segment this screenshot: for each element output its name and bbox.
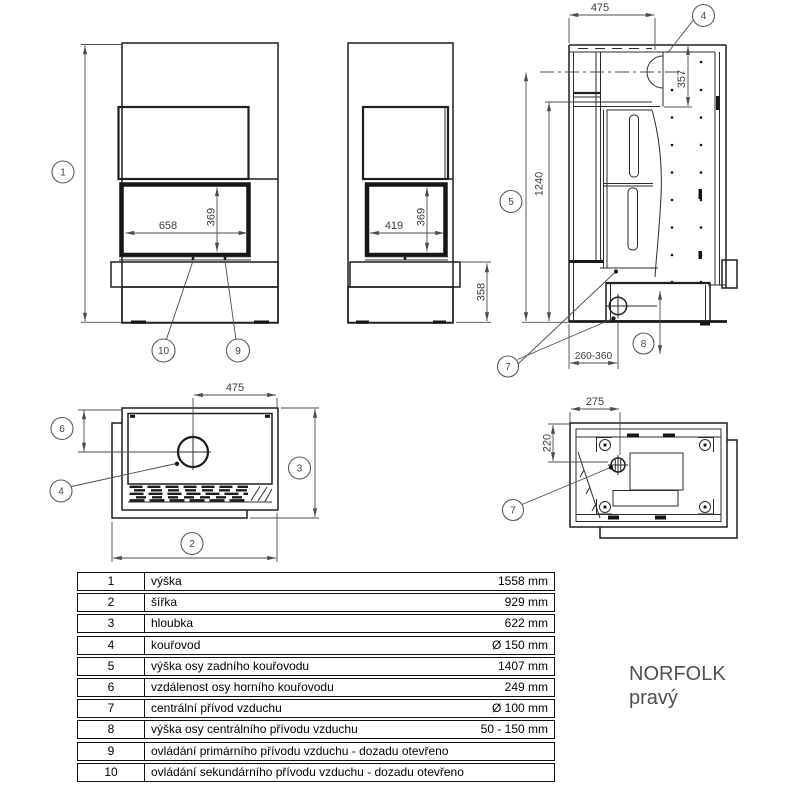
spec-value: 1407 mm xyxy=(497,658,548,673)
product-name: NORFOLK xyxy=(629,663,726,685)
spec-number: 5 xyxy=(78,658,145,675)
dim-section-depth-to-flue xyxy=(569,2,655,50)
dim-front-opening-height xyxy=(206,188,218,252)
callout-4-label: 4 xyxy=(700,11,707,22)
door-slot-upper xyxy=(630,115,639,177)
dim-label-1240: 1240 xyxy=(533,171,546,197)
dim-flue-top-offset xyxy=(664,46,692,107)
dim-label-357: 357 xyxy=(676,69,688,89)
side-view xyxy=(348,43,460,324)
table-row xyxy=(77,614,555,633)
front-view xyxy=(111,43,278,324)
spec-table xyxy=(77,572,555,784)
door-slot-lower xyxy=(628,188,638,250)
dim-label-260-360: 260-360 xyxy=(574,351,613,362)
spec-number: 7 xyxy=(78,700,145,717)
plinth-side xyxy=(350,262,460,287)
primary-air-control xyxy=(224,257,227,260)
dim-label-419: 419 xyxy=(384,220,404,232)
firebox-glass-side xyxy=(367,185,446,256)
spec-value: 1558 mm xyxy=(497,574,548,588)
callout-8-label: 8 xyxy=(640,339,647,350)
spec-label: ovládání primárního přívodu vzduchu - dozadu otevřeno xyxy=(151,743,449,758)
table-row xyxy=(77,699,555,718)
bottom-view xyxy=(570,423,737,538)
dim-plinth-height xyxy=(456,262,491,322)
spec-label: výška osy centrálního přívodu vzduchu xyxy=(151,722,358,737)
spec-label: ovládání sekundárního přívodu vzduchu - dozadu otevřeno xyxy=(151,764,464,779)
spec-number: 3 xyxy=(78,615,145,632)
back-panel-rivets xyxy=(671,61,703,284)
rear-bracket xyxy=(722,260,737,288)
firebox-glass-front xyxy=(122,185,249,256)
dim-width xyxy=(112,513,277,562)
spec-label: vzdálenost osy horního kouřovodu xyxy=(151,679,334,694)
spec-number: 2 xyxy=(78,594,145,611)
plinth-front xyxy=(111,262,278,287)
callout-6-label: 6 xyxy=(59,424,65,435)
dim-upper-body-height xyxy=(534,102,575,321)
table-row xyxy=(77,572,555,591)
dim-side-opening-height xyxy=(416,188,428,252)
table-row xyxy=(77,678,555,697)
callout-7-label: 7 xyxy=(505,362,511,373)
spec-label: šířka xyxy=(151,595,178,610)
spec-label: centrální přívod vzduchu xyxy=(151,701,282,716)
top-view xyxy=(112,408,278,518)
table-row xyxy=(77,742,555,761)
callout-5-label: 5 xyxy=(508,197,514,208)
table-row xyxy=(77,657,555,676)
table-row xyxy=(77,763,555,782)
callout-2-label: 2 xyxy=(189,539,195,550)
spec-value: Ø 150 mm xyxy=(491,637,548,652)
spec-value: 622 mm xyxy=(504,616,548,631)
spec-number: 10 xyxy=(78,764,145,781)
product-variant: pravý xyxy=(629,687,678,709)
spec-number: 4 xyxy=(78,637,145,654)
callout-3-label: 3 xyxy=(296,463,303,475)
spec-label: výška osy zadního kouřovodu xyxy=(151,658,310,673)
air-control-leaders xyxy=(152,261,250,362)
dim-label-658: 658 xyxy=(158,220,178,232)
table-row xyxy=(77,593,555,612)
spec-value: Ø 100 mm xyxy=(491,701,548,716)
callout-7b-label: 7 xyxy=(510,505,516,517)
side-hood-panel xyxy=(363,107,448,179)
product-label xyxy=(629,662,726,710)
spec-number: 1 xyxy=(78,573,145,590)
dim-label-475-section: 475 xyxy=(590,2,610,14)
dim-label-369-front: 369 xyxy=(205,207,218,227)
spec-label: kouřovod xyxy=(151,637,201,652)
spec-number: 6 xyxy=(78,679,145,696)
section-view xyxy=(540,45,737,326)
callout-10-label: 10 xyxy=(157,346,170,357)
spec-value: 249 mm xyxy=(504,679,548,694)
dim-label-220: 220 xyxy=(541,433,554,453)
curved-door-edge xyxy=(652,110,661,277)
dim-label-369-side: 369 xyxy=(415,207,428,227)
dim-front-opening-width xyxy=(126,220,248,233)
spec-number: 9 xyxy=(78,743,145,760)
table-row xyxy=(77,636,555,655)
spec-label: hloubka xyxy=(151,616,194,631)
spec-value: 50 - 150 mm xyxy=(480,722,548,737)
callout-9-label: 9 xyxy=(235,346,241,357)
secondary-air-control xyxy=(192,257,195,260)
dim-air-inlet-range xyxy=(569,322,618,369)
dim-label-275: 275 xyxy=(585,396,605,408)
dim-label-358: 358 xyxy=(475,282,488,302)
callout-1-label: 1 xyxy=(60,167,66,179)
dim-label-475-top: 475 xyxy=(225,382,245,394)
dim-side-opening-width xyxy=(370,220,444,233)
dim-rear-flue-height xyxy=(500,73,569,323)
front-hood-panel xyxy=(119,107,249,179)
spec-number: 8 xyxy=(78,721,145,738)
spec-label: výška xyxy=(151,574,182,588)
spec-value: 929 mm xyxy=(504,595,548,610)
callout-4b-label: 4 xyxy=(58,486,64,498)
table-row xyxy=(77,720,555,739)
